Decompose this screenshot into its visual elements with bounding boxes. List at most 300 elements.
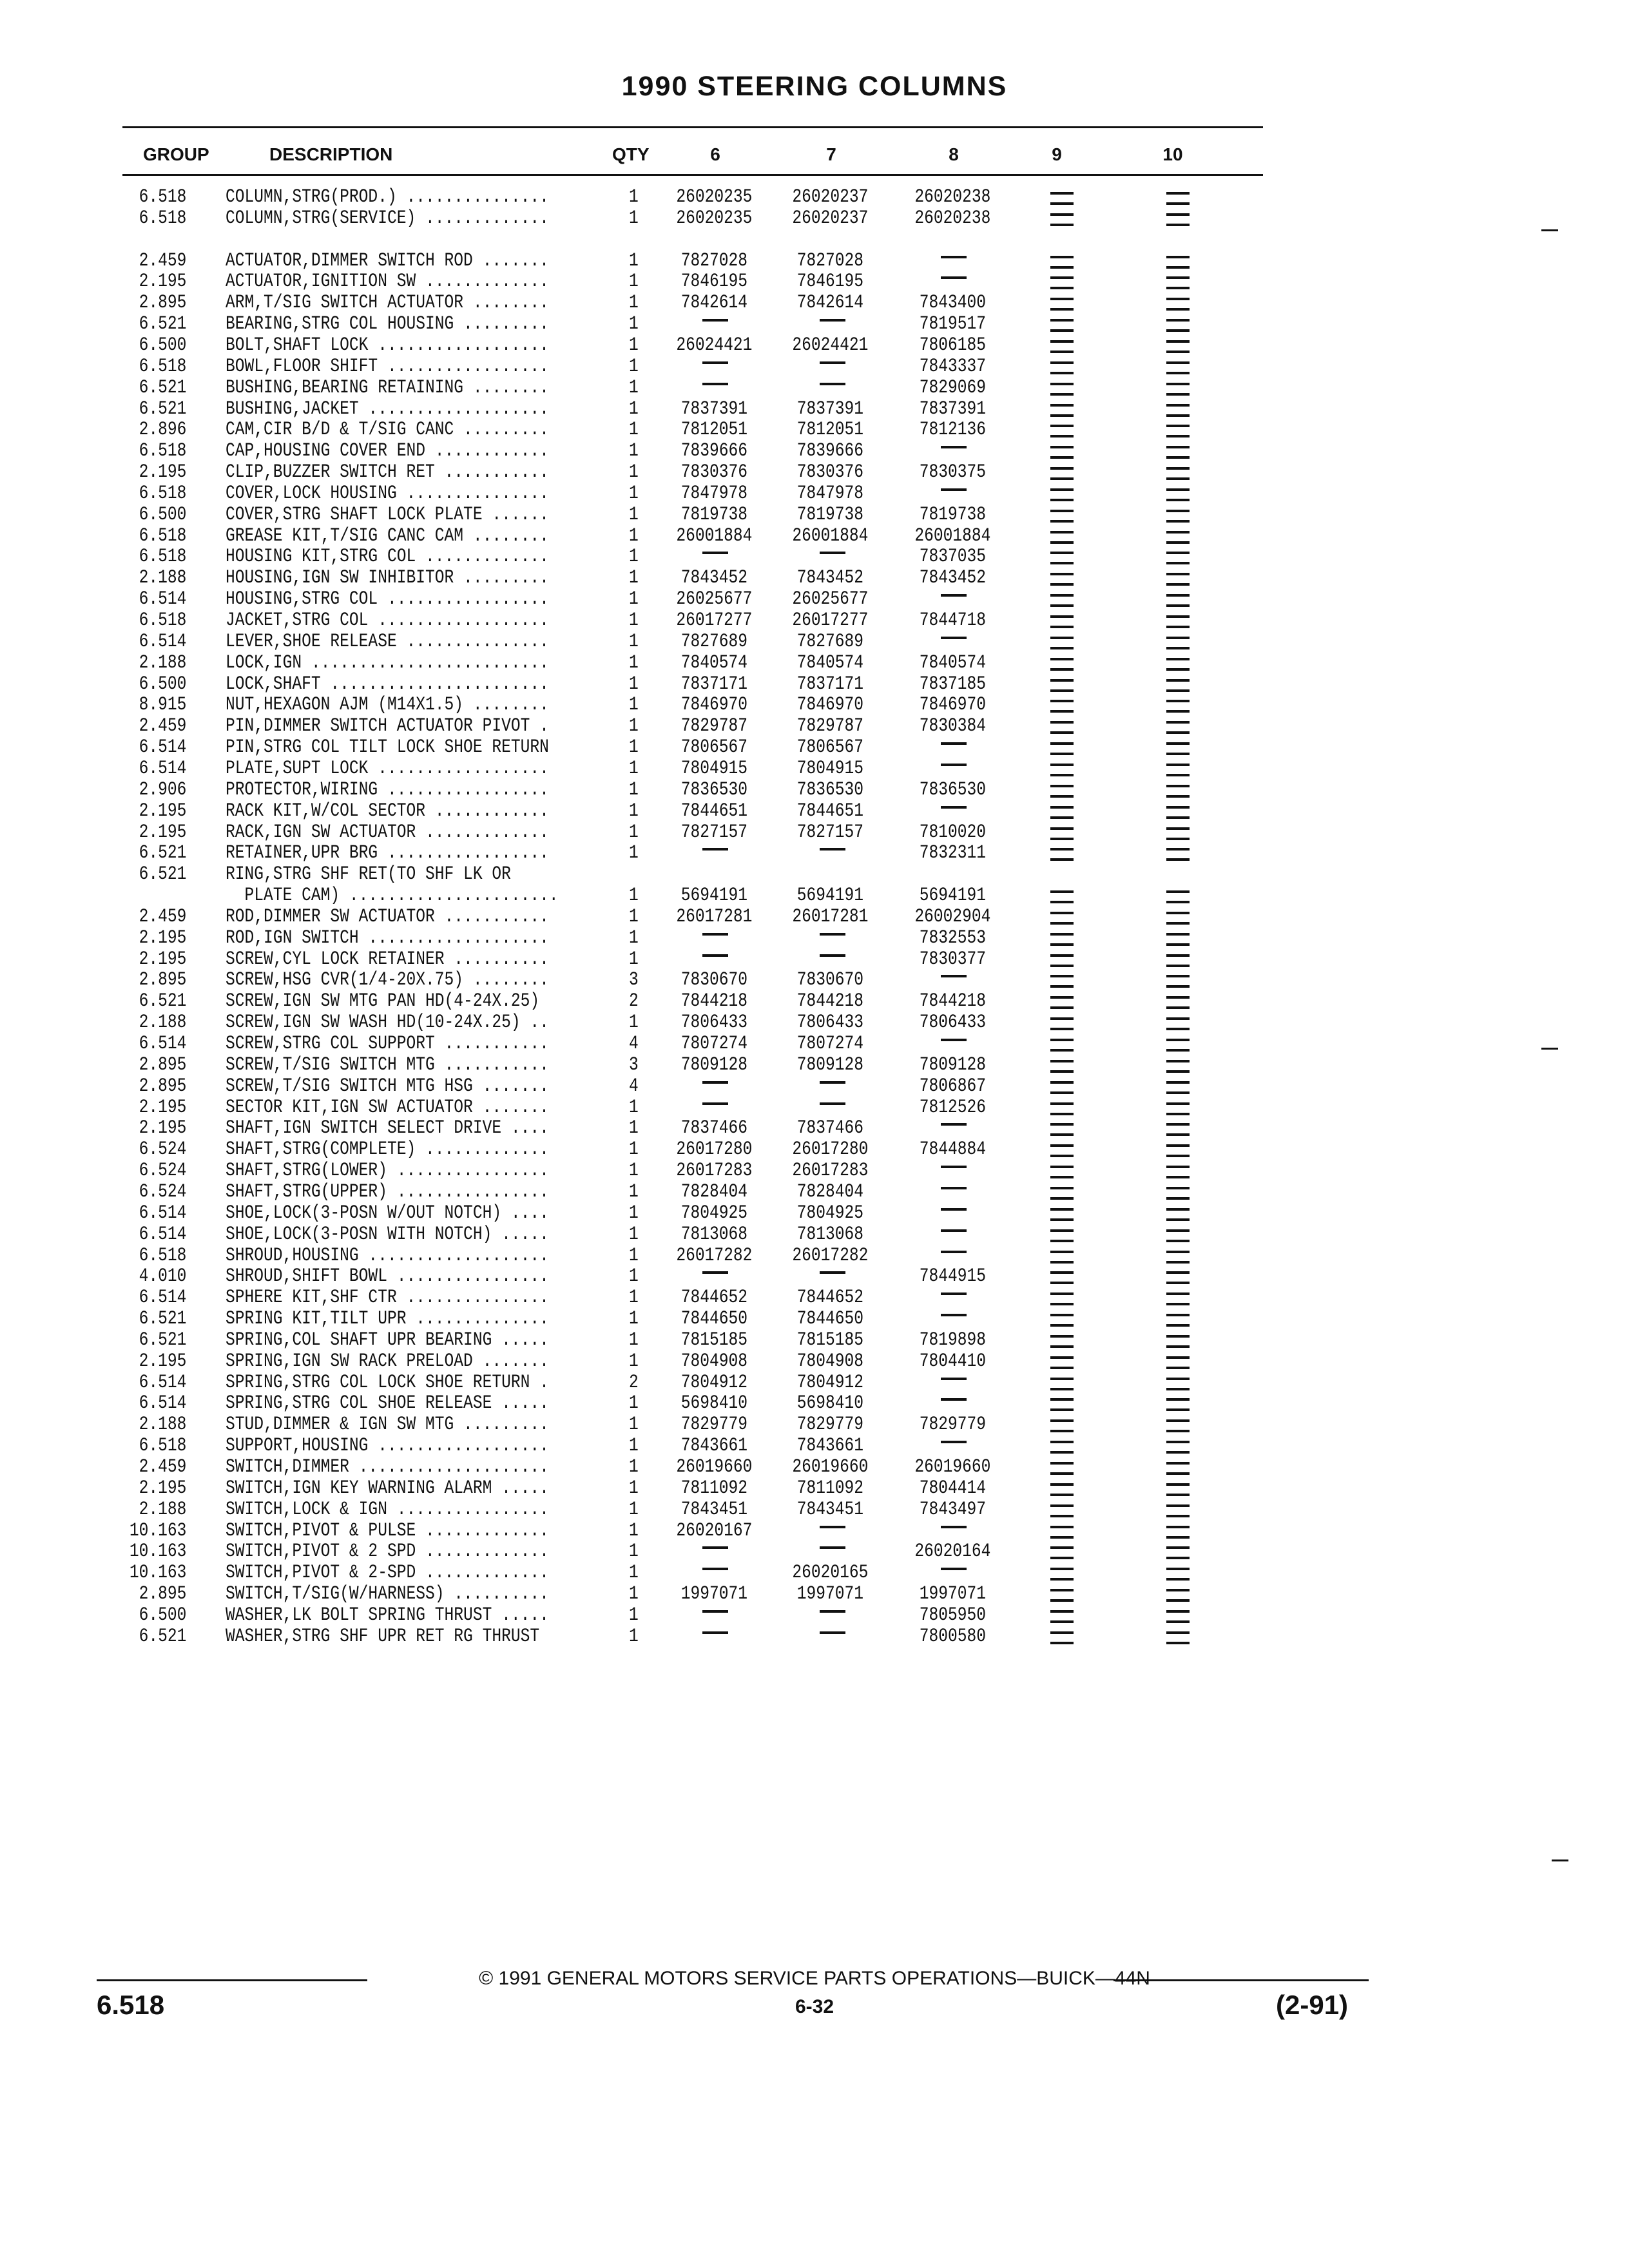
group-cell: 2.895 [139, 292, 187, 314]
table-row [0, 801, 1629, 822]
part-number-cell: 7806433 [680, 1012, 748, 1033]
qty-cell: 1 [629, 758, 639, 780]
table-row [0, 1097, 1629, 1119]
header-col-9: 9 [1052, 144, 1062, 164]
dash-mark [1166, 1526, 1190, 1528]
dash-mark [1050, 404, 1074, 407]
qty-cell: 1 [629, 207, 639, 229]
table-row [0, 462, 1629, 483]
dash-mark [1166, 1070, 1190, 1073]
header-top-rule [122, 126, 1263, 128]
part-number-cell: 7827157 [796, 822, 864, 843]
dash-mark [1166, 319, 1190, 322]
qty-cell: 1 [629, 1350, 639, 1372]
description-cell: SWITCH,T/SIG(W/HARNESS) .......... [226, 1583, 549, 1605]
dash-mark [1166, 1462, 1190, 1465]
qty-cell: 1 [629, 1541, 639, 1562]
dash-mark [1166, 499, 1190, 501]
description-cell: BOWL,FLOOR SHIFT ................. [226, 356, 549, 378]
dash-mark [702, 1610, 728, 1613]
description-cell: ACTUATOR,IGNITION SW ............. [226, 271, 549, 293]
part-number-cell: 7840574 [919, 652, 987, 674]
dash-mark [1166, 647, 1190, 649]
dash-mark [1166, 541, 1190, 544]
dash-mark [1166, 1546, 1190, 1549]
part-number-cell: 26017283 [676, 1160, 753, 1182]
part-number-cell: 7806433 [796, 1012, 864, 1033]
table-row [0, 378, 1629, 399]
dash-mark [1166, 488, 1190, 491]
dash-mark [1166, 774, 1190, 776]
table-row [0, 1562, 1629, 1584]
part-number-cell: 7846195 [680, 271, 748, 293]
dash-mark [1166, 435, 1190, 437]
qty-cell: 1 [629, 779, 639, 801]
description-cell: LOCK,SHAFT ....................... [226, 673, 549, 695]
group-cell: 6.521 [139, 313, 187, 335]
dash-mark [1050, 1546, 1074, 1549]
part-number-cell: 7829779 [796, 1414, 864, 1436]
group-cell: 2.188 [139, 1012, 187, 1033]
part-number-cell: 7806567 [796, 736, 864, 758]
dash-mark [820, 954, 845, 957]
dash-mark [1050, 1620, 1074, 1623]
dash-mark [1166, 615, 1190, 618]
group-cell: 4.010 [139, 1265, 187, 1287]
part-number-cell: 26020164 [914, 1541, 991, 1562]
dash-mark [1166, 192, 1190, 195]
group-cell: 6.500 [139, 334, 187, 356]
qty-cell: 1 [629, 1626, 639, 1648]
dash-mark [941, 1039, 967, 1041]
dash-mark [1050, 435, 1074, 437]
dash-mark [1166, 1441, 1190, 1443]
dash-mark [1166, 340, 1190, 343]
dash-mark [1166, 383, 1190, 385]
dash-mark [1166, 764, 1190, 766]
group-cell: 10.163 [129, 1541, 187, 1562]
description-cell: SWITCH,LOCK & IGN ................ [226, 1499, 549, 1521]
part-number-cell: 7836530 [680, 779, 748, 801]
group-cell: 2.195 [139, 822, 187, 843]
dash-mark [941, 1251, 967, 1253]
description-cell: SHROUD,HOUSING ................... [226, 1245, 549, 1267]
qty-cell: 1 [629, 652, 639, 674]
part-number-cell: 7844651 [796, 800, 864, 822]
part-number-cell: 7830670 [680, 969, 748, 991]
dash-mark [1050, 1398, 1074, 1401]
dash-mark [1050, 298, 1074, 300]
qty-cell: 1 [629, 927, 639, 949]
group-cell: 6.514 [139, 1202, 187, 1224]
part-number-cell: 7812526 [919, 1097, 987, 1119]
description-cell: SCREW,CYL LOCK RETAINER .......... [226, 948, 549, 970]
part-number-cell: 7840574 [796, 652, 864, 674]
dash-mark [1166, 1293, 1190, 1295]
dash-mark [1166, 1557, 1190, 1559]
dash-mark [1166, 742, 1190, 745]
qty-cell: 1 [629, 631, 639, 653]
description-cell: NUT,HEXAGON AJM (M14X1.5) ........ [226, 694, 549, 716]
dash-mark [1050, 531, 1074, 533]
table-row [0, 1160, 1629, 1182]
dash-mark [1166, 1282, 1190, 1284]
part-number-cell: 7804925 [796, 1202, 864, 1224]
dash-mark [1166, 816, 1190, 819]
dash-mark [1050, 393, 1074, 396]
qty-cell: 1 [629, 1202, 639, 1224]
part-number-cell: 26001884 [676, 525, 753, 547]
description-cell: PIN,DIMMER SWITCH ACTUATOR PIVOT . [226, 715, 549, 737]
qty-cell: 1 [629, 250, 639, 272]
dash-mark [1166, 668, 1190, 671]
part-number-cell: 7804414 [919, 1477, 987, 1499]
part-number-cell: 7844884 [919, 1139, 987, 1160]
dash-mark [1050, 615, 1074, 618]
dash-mark [1050, 383, 1074, 385]
dash-mark [1166, 689, 1190, 692]
dash-mark [702, 361, 728, 364]
dash-mark [1050, 626, 1074, 628]
qty-cell: 1 [629, 504, 639, 526]
dash-mark [1166, 1197, 1190, 1200]
table-row [0, 1521, 1629, 1542]
table-row [0, 1033, 1629, 1055]
qty-cell: 1 [629, 906, 639, 928]
qty-cell: 1 [629, 398, 639, 420]
part-number-cell: 7836530 [796, 779, 864, 801]
dash-mark [1166, 1091, 1190, 1094]
header-col-8: 8 [949, 144, 959, 164]
description-cell: LOCK,IGN ......................... [226, 652, 549, 674]
table-row [0, 335, 1629, 356]
dash-mark [1166, 1398, 1190, 1401]
table-row [0, 949, 1629, 970]
dash-mark [1166, 912, 1190, 914]
group-cell: 2.906 [139, 779, 187, 801]
group-cell: 2.195 [139, 1097, 187, 1119]
dash-mark [1166, 604, 1190, 607]
part-number-cell: 7827028 [796, 250, 864, 272]
dash-mark [1050, 276, 1074, 279]
dash-mark [1166, 1504, 1190, 1507]
dash-mark [1050, 764, 1074, 766]
dash-mark [820, 1631, 845, 1634]
description-cell: BEARING,STRG COL HOUSING ......... [226, 313, 549, 335]
dash-mark [1050, 912, 1074, 914]
dash-mark [1050, 256, 1074, 258]
qty-cell: 1 [629, 1329, 639, 1351]
table-row [0, 1266, 1629, 1287]
description-cell: PLATE CAM) ...................... [226, 885, 559, 907]
part-number-cell: 7812051 [680, 419, 748, 441]
dash-mark [1050, 954, 1074, 957]
dash-mark [1166, 1367, 1190, 1369]
description-cell: SHAFT,IGN SWITCH SELECT DRIVE .... [226, 1117, 549, 1139]
dash-mark [941, 1441, 967, 1443]
dash-mark [1050, 689, 1074, 692]
dash-mark [1166, 1176, 1190, 1178]
group-cell: 6.521 [139, 842, 187, 864]
description-cell: BUSHING,BEARING RETAINING ........ [226, 377, 549, 399]
description-cell: SECTOR KIT,IGN SW ACTUATOR ....... [226, 1097, 549, 1119]
dash-mark [1050, 1472, 1074, 1475]
dash-mark [1050, 1155, 1074, 1157]
dash-mark [1050, 1271, 1074, 1274]
dash-mark [1166, 922, 1190, 925]
part-number-cell: 7827157 [680, 822, 748, 843]
description-cell: SPRING,COL SHAFT UPR BEARING ..... [226, 1329, 549, 1351]
description-cell: RETAINER,UPR BRG ................. [226, 842, 549, 864]
table-row [0, 822, 1629, 843]
dash-mark [1166, 848, 1190, 850]
dash-mark [1050, 1060, 1074, 1062]
group-cell: 6.521 [139, 863, 187, 885]
dash-mark [1050, 795, 1074, 798]
dash-mark [1166, 1599, 1190, 1602]
part-number-cell: 7836530 [919, 779, 987, 801]
group-cell: 8.915 [139, 694, 187, 716]
part-number-cell: 7804908 [796, 1350, 864, 1372]
part-number-cell: 7830376 [796, 461, 864, 483]
group-cell: 2.895 [139, 969, 187, 991]
dash-mark [702, 552, 728, 554]
dash-mark [1166, 1006, 1190, 1009]
table-row [0, 1245, 1629, 1267]
part-number-cell: 26025677 [676, 588, 753, 610]
dash-mark [941, 975, 967, 977]
description-cell: CAM,CIR B/D & T/SIG CANC ......... [226, 419, 549, 441]
group-cell: 6.518 [139, 186, 187, 208]
group-cell: 6.500 [139, 673, 187, 695]
dash-mark [1050, 1515, 1074, 1517]
dash-mark [1050, 679, 1074, 682]
dash-mark [1166, 1113, 1190, 1115]
dash-mark [1050, 996, 1074, 999]
part-number-cell: 5698410 [796, 1392, 864, 1414]
part-number-cell: 7830670 [796, 969, 864, 991]
group-cell: 2.195 [139, 1477, 187, 1499]
part-number-cell: 7811092 [796, 1477, 864, 1499]
group-cell: 2.195 [139, 461, 187, 483]
group-cell: 6.518 [139, 1435, 187, 1457]
qty-cell: 2 [629, 990, 639, 1012]
qty-cell: 1 [629, 885, 639, 907]
description-cell: WASHER,LK BOLT SPRING THRUST ..... [226, 1604, 549, 1626]
part-number-cell: 7844650 [796, 1308, 864, 1330]
table-row [0, 1203, 1629, 1224]
part-number-cell: 7846970 [680, 694, 748, 716]
group-cell: 6.514 [139, 631, 187, 653]
dash-mark [1166, 1271, 1190, 1274]
description-cell: BOLT,SHAFT LOCK .................. [226, 334, 549, 356]
part-number-cell: 7844218 [919, 990, 987, 1012]
part-number-cell: 7828404 [796, 1181, 864, 1203]
qty-cell: 1 [629, 1392, 639, 1414]
description-cell: PLATE,SUPT LOCK .................. [226, 758, 549, 780]
dash-mark [1166, 1451, 1190, 1454]
dash-mark [1050, 637, 1074, 639]
dash-mark [1050, 816, 1074, 819]
dash-mark [1166, 890, 1190, 893]
description-cell: BUSHING,JACKET ................... [226, 398, 549, 420]
dash-mark [1050, 890, 1074, 893]
qty-cell: 1 [629, 1520, 639, 1542]
part-number-cell: 1997071 [796, 1583, 864, 1605]
dash-mark [1166, 1303, 1190, 1305]
qty-cell: 1 [629, 842, 639, 864]
dash-mark [1050, 308, 1074, 311]
group-cell: 6.514 [139, 1392, 187, 1414]
part-number-cell: 7837466 [796, 1117, 864, 1139]
part-number-cell: 7830384 [919, 715, 987, 737]
dash-mark [1050, 1166, 1074, 1168]
dash-mark [1166, 1155, 1190, 1157]
dash-mark [941, 1398, 967, 1401]
qty-cell: 1 [629, 588, 639, 610]
dash-mark [1166, 753, 1190, 755]
dash-mark [820, 1081, 845, 1084]
part-number-cell: 7812051 [796, 419, 864, 441]
dash-mark [1050, 742, 1074, 745]
table-row [0, 1541, 1629, 1562]
description-cell: SWITCH,PIVOT & 2-SPD ............. [226, 1562, 549, 1584]
qty-cell: 1 [629, 525, 639, 547]
dash-mark [820, 552, 845, 554]
part-number-cell: 26017283 [792, 1160, 869, 1182]
qty-cell: 1 [629, 1562, 639, 1584]
table-row [0, 208, 1629, 229]
part-number-cell: 7837391 [680, 398, 748, 420]
dash-mark [1050, 287, 1074, 289]
part-number-cell: 26020237 [792, 186, 869, 208]
table-row [0, 1055, 1629, 1076]
part-number-cell: 7837035 [919, 546, 987, 568]
dash-mark [1050, 1091, 1074, 1094]
part-number-cell: 7819738 [919, 504, 987, 526]
description-cell: SPRING,STRG COL SHOE RELEASE ..... [226, 1392, 549, 1414]
table-row [0, 1224, 1629, 1245]
dash-mark [1166, 965, 1190, 967]
table-row [0, 610, 1629, 631]
description-cell: STUD,DIMMER & IGN SW MTG ......... [226, 1414, 549, 1436]
dash-mark [1050, 552, 1074, 554]
part-number-cell: 26019660 [676, 1456, 753, 1478]
description-cell: SUPPORT,HOUSING .................. [226, 1435, 549, 1457]
part-number-cell: 5694191 [796, 885, 864, 907]
dash-mark [1050, 1187, 1074, 1189]
dash-mark [941, 256, 967, 258]
dash-mark [1050, 838, 1074, 840]
dash-mark [1166, 943, 1190, 946]
dash-mark [1050, 901, 1074, 903]
dash-mark [820, 1610, 845, 1613]
dash-mark [941, 488, 967, 491]
dash-mark [1166, 1578, 1190, 1581]
description-cell: SHAFT,STRG(LOWER) ................ [226, 1160, 549, 1182]
dash-mark [1166, 552, 1190, 554]
table-row [0, 674, 1629, 695]
part-number-cell: 7842614 [796, 292, 864, 314]
table-row [0, 441, 1629, 462]
dash-mark [1166, 1049, 1190, 1052]
part-number-cell: 7829787 [680, 715, 748, 737]
group-cell: 6.514 [139, 1033, 187, 1055]
group-cell: 2.195 [139, 927, 187, 949]
part-number-cell: 7806567 [680, 736, 748, 758]
table-row [0, 758, 1629, 780]
group-cell: 6.518 [139, 525, 187, 547]
table-row [0, 1436, 1629, 1457]
dash-mark [1050, 1483, 1074, 1486]
dash-mark [1166, 351, 1190, 353]
dash-mark [1050, 583, 1074, 586]
group-cell: 6.518 [139, 207, 187, 229]
qty-cell: 1 [629, 1604, 639, 1626]
table-row [0, 483, 1629, 505]
group-cell: 10.163 [129, 1562, 187, 1584]
table-row [0, 293, 1629, 314]
dash-mark [1166, 520, 1190, 523]
dash-mark [702, 383, 728, 385]
qty-cell: 1 [629, 356, 639, 378]
table-row [0, 399, 1629, 420]
dash-mark [1050, 965, 1074, 967]
part-number-cell: 7809128 [919, 1054, 987, 1076]
dash-mark [1050, 1557, 1074, 1559]
dash-mark [1050, 1642, 1074, 1644]
description-cell: HOUSING,IGN SW INHIBITOR ......... [226, 567, 549, 589]
table-row [0, 928, 1629, 949]
part-number-cell: 7843337 [919, 356, 987, 378]
dash-mark [1166, 658, 1190, 660]
group-cell: 6.521 [139, 990, 187, 1012]
table-row [0, 187, 1629, 208]
dash-mark [820, 1271, 845, 1274]
header-description: DESCRIPTION [269, 144, 393, 164]
group-cell: 2.195 [139, 1350, 187, 1372]
dash-mark [1050, 594, 1074, 597]
dash-mark [1050, 668, 1074, 671]
footer-copyright: © 1991 GENERAL MOTORS SERVICE PARTS OPERATIONS—BUICK—44N [479, 1968, 1150, 1989]
group-cell: 6.518 [139, 356, 187, 378]
dash-mark [1166, 1494, 1190, 1496]
dash-mark [941, 1166, 967, 1168]
description-cell: COLUMN,STRG(SERVICE) ............. [226, 207, 549, 229]
part-number-cell: 7829069 [919, 377, 987, 399]
header-col-10: 10 [1162, 144, 1183, 164]
table-row [0, 419, 1629, 441]
dash-mark [1050, 943, 1074, 946]
dash-mark [1166, 1356, 1190, 1359]
group-cell: 2.459 [139, 1456, 187, 1478]
part-number-cell: 26017277 [676, 610, 753, 631]
part-number-cell: 26001884 [792, 525, 869, 547]
qty-cell: 1 [629, 1181, 639, 1203]
part-number-cell: 7842614 [680, 292, 748, 314]
header-col-6: 6 [710, 144, 720, 164]
part-number-cell: 5694191 [919, 885, 987, 907]
qty-cell: 3 [629, 969, 639, 991]
part-number-cell: 7813068 [680, 1224, 748, 1245]
description-cell: SCREW,IGN SW MTG PAN HD(4-24X.25) [226, 990, 540, 1012]
dash-mark [1166, 1345, 1190, 1348]
description-cell: SWITCH,IGN KEY WARNING ALARM ..... [226, 1477, 549, 1499]
group-cell: 6.514 [139, 588, 187, 610]
part-number-cell: 26019660 [792, 1456, 869, 1478]
part-number-cell: 5694191 [680, 885, 748, 907]
description-cell: WASHER,STRG SHF UPR RET RG THRUST [226, 1626, 540, 1648]
